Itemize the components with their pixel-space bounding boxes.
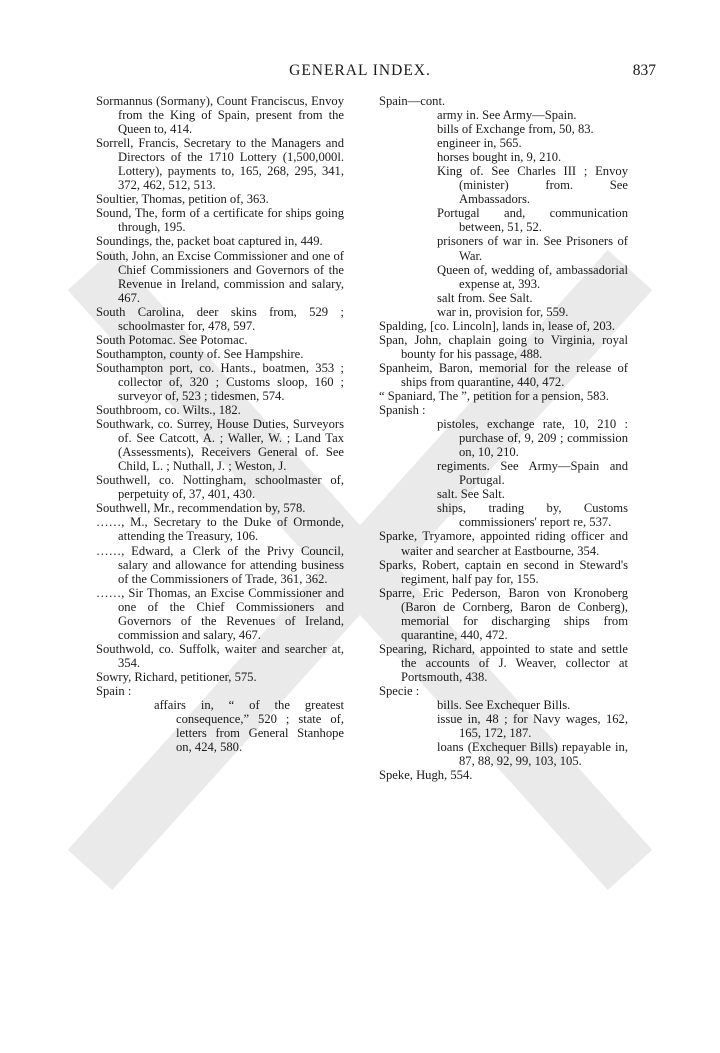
right-column: [379, 94, 628, 782]
index-entry: Soultier, Thomas, petition of, 363.: [96, 192, 269, 207]
index-entry: ……, Sir Thomas, an Excise Commissioner and one of the Chief Commissioners and Governors of the Revenues of Ireland, commission and salary, 467.: [96, 585, 344, 642]
index-entry: Spearing, Richard, appointed to state and settle the accounts of J. Weaver, collector at Portsmouth, 438.: [379, 641, 628, 684]
index-entry: Southwell, co. Nottingham, schoolmaster of, perpetuity of, 37, 401, 430.: [96, 473, 344, 502]
index-entry: Sowry, Richard, petitioner, 575.: [96, 669, 257, 684]
index-entry: South Potomac. See Potomac.: [96, 332, 248, 347]
index-sub: affairs in, “ of the greatest consequence,” 520 ; state of, letters from General Stanhope on, 424, 580.: [154, 698, 344, 755]
index-sub2: bills. See Exchequer Bills.: [437, 698, 571, 713]
index-sub2: bills of Exchange from, 50, 83.: [437, 122, 594, 137]
index-entry: Spanheim, Baron, memorial for the release of ships from quarantine, 440, 472.: [379, 360, 628, 389]
index-entry: Southwell, Mr., recommendation by, 578.: [96, 501, 306, 516]
page-header: [0, 62, 720, 82]
index-hdr: Specie :: [379, 683, 420, 698]
index-sub2: King of. See Charles III ; Envoy (minister) from. See Ambassadors.: [437, 164, 628, 207]
index-sub2: ships, trading by, Customs commissioners' report re, 537.: [437, 501, 628, 530]
running-title: GENERAL INDEX.: [289, 62, 431, 79]
index-entry: Span, John, chaplain going to Virginia, royal bounty for his passage, 488.: [379, 332, 628, 361]
index-sub2: engineer in, 565.: [437, 136, 522, 151]
index-entry: Southampton, county of. See Hampshire.: [96, 346, 304, 361]
index-entry: ……, Edward, a Clerk of the Privy Council, salary and allowance for attending business of the Commissioners of Trade, 361, 362.: [96, 543, 344, 586]
index-entry: Southwark, co. Surrey, House Duties, Surveyors of. See Catcott, A. ; Waller, W. ; Land Tax (Assessments), Receivers General of. See Child, L. ; Nuthall, J. ; Weston, J.: [96, 417, 344, 474]
index-sub2: Portugal and, communication between, 51, 52.: [437, 206, 628, 235]
index-sub2: horses bought in, 9, 210.: [437, 150, 562, 165]
index-entry: Sormannus (Sormany), Count Franciscus, Envoy from the King of Spain, present from the Queen to, 414.: [96, 94, 344, 137]
index-sub2: army in. See Army—Spain.: [437, 108, 577, 123]
index-sub2: Queen of, wedding of, ambassadorial expense at, 393.: [437, 262, 628, 291]
index-hdr: Spain—cont.: [379, 94, 446, 108]
left-column: [96, 94, 344, 754]
index-entry: “ Spaniard, The ”, petition for a pension, 583.: [379, 388, 609, 403]
index-sub2: salt from. See Salt.: [437, 290, 533, 305]
index-sub2: regiments. See Army—Spain and Portugal.: [437, 459, 628, 488]
index-sub2: salt. See Salt.: [437, 487, 505, 502]
index-hdr: Spanish :: [379, 403, 426, 418]
index-entry: Sorrell, Francis, Secretary to the Managers and Directors of the 1710 Lottery (1,500,000l. Lottery), payments to, 165, 268, 295, 341, 372, 462, 512, 513.: [96, 136, 344, 193]
index-sub2: issue in, 48 ; for Navy wages, 162, 165, 172, 187.: [437, 712, 628, 741]
index-entry: Sparke, Tryamore, appointed riding officer and waiter and searcher at Eastbourne, 354.: [379, 529, 628, 558]
index-sub2: prisoners of war in. See Prisoners of War.: [437, 234, 628, 263]
index-entry: Sound, The, form of a certificate for ships going through, 195.: [96, 206, 344, 235]
index-entry: Southampton port, co. Hants., boatmen, 353 ; collector of, 320 ; Customs sloop, 160 ; surveyor of, 523 ; tidesmen, 574.: [96, 360, 344, 403]
index-entry: Speke, Hugh, 554.: [379, 768, 473, 783]
index-entry: ……, M., Secretary to the Duke of Ormonde, attending the Treasury, 106.: [96, 515, 344, 544]
index-entry: Sparks, Robert, captain en second in Steward's regiment, half pay for, 155.: [379, 557, 628, 586]
index-entry: Sparre, Eric Pederson, Baron von Kronoberg (Baron de Cornberg, Baron de Conberg), memorial for discharging ships from quarantine, 440, 472.: [379, 585, 628, 642]
index-sub2: pistoles, exchange rate, 10, 210 : purchase of, 9, 209 ; commission on, 10, 210.: [437, 417, 628, 460]
index-entry: Southwold, co. Suffolk, waiter and searcher at, 354.: [96, 641, 344, 670]
index-sub2: war in, provision for, 559.: [437, 304, 569, 319]
index-entry: Spalding, [co. Lincoln], lands in, lease of, 203.: [379, 318, 616, 333]
index-entry: Soundings, the, packet boat captured in, 449.: [96, 234, 323, 249]
index-sub2: loans (Exchequer Bills) repayable in, 87, 88, 92, 99, 103, 105.: [437, 740, 628, 769]
index-entry: Southbroom, co. Wilts., 182.: [96, 403, 241, 418]
page-number: 837: [632, 62, 656, 79]
index-hdr: Spain :: [96, 683, 132, 698]
index-entry: South, John, an Excise Commissioner and one of Chief Commissioners and Governors of the Revenue in Ireland, commission and salary, 467.: [96, 248, 344, 305]
index-entry: South Carolina, deer skins from, 529 ; schoolmaster for, 478, 597.: [96, 304, 344, 333]
